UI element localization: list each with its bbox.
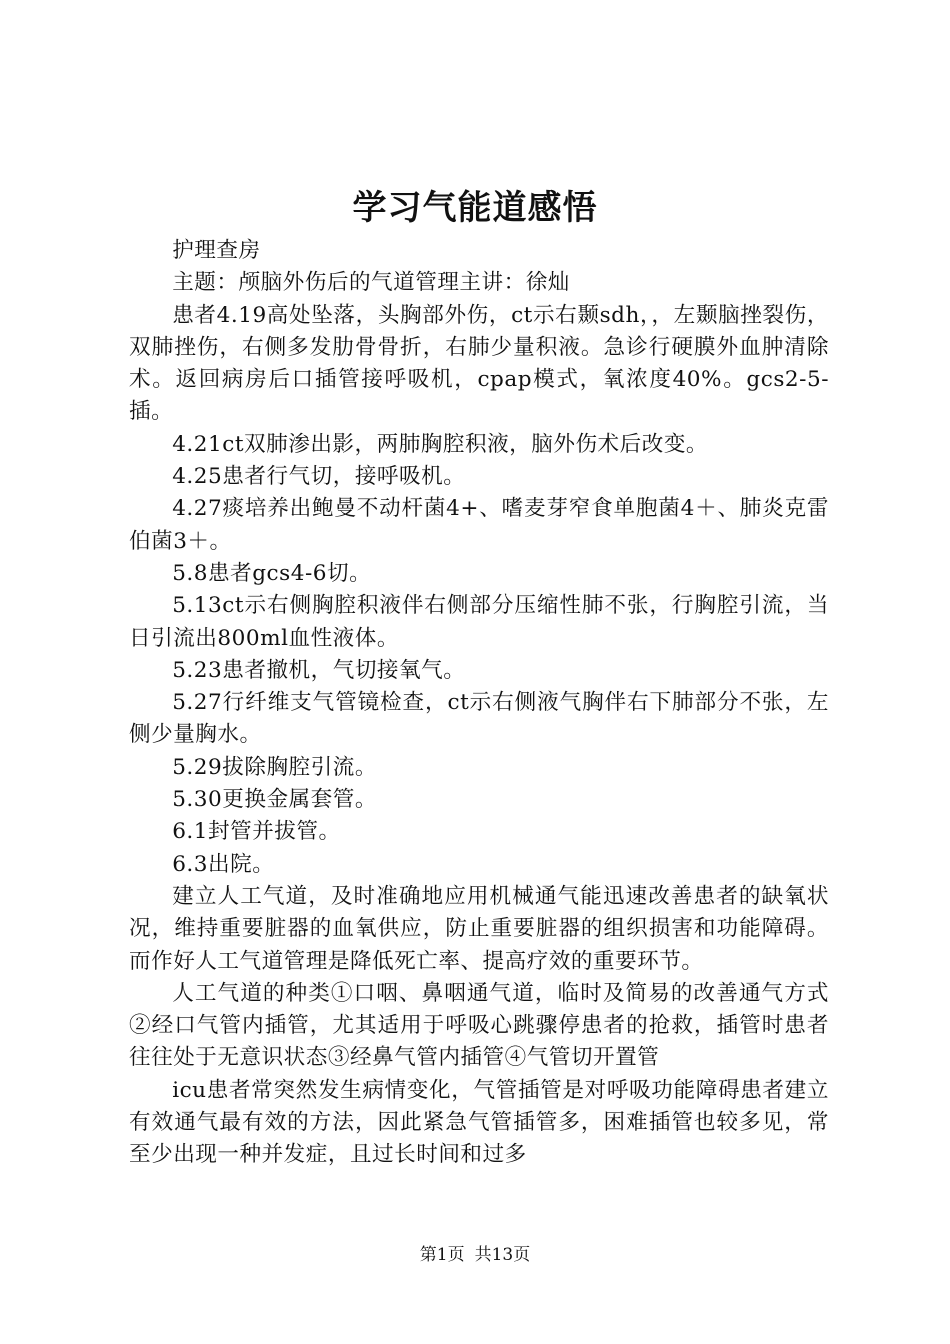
page-total: 共13页 [474,1245,531,1265]
document-title: 学习气能道感悟 [352,188,598,228]
paragraph: 5.29拔除胸腔引流。 [172,754,377,780]
paragraph: 患者4.19高处坠落，头胸部外伤，ct示右颞sdh，，左颞脑挫裂伤，双肺挫伤，右侧多发肋骨骨折，右肺少量积液。急诊行硬膜外血肿清除术。返回病房后口插管接呼吸机，cpap模式，氧浓度40%。gcs2-5-插。 [129,302,829,425]
paragraph: 5.23患者撤机，气切接氧气。 [172,657,466,683]
paragraph: 5.27行纤维支气管镜检查，ct示右侧液气胸伴右下肺部分不张，左侧少量胸水。 [129,690,829,748]
paragraph: 5.8患者gcs4-6切。 [172,560,372,586]
paragraph: 4.21ct双肺渗出影，两肺胸腔积液，脑外伤术后改变。 [172,431,709,457]
page-footer [0,1243,950,1267]
paragraph: 6.3出院。 [172,851,275,877]
paragraph: 4.25患者行气切，接呼吸机。 [172,464,466,490]
paragraph: 4.27痰培养出鲍曼不动杆菌4+、嗜麦芽窄食单胞菌4＋、肺炎克雷伯菌3＋。 [129,496,829,554]
paragraph: 主题：颅脑外伤后的气道管理主讲：徐灿 [172,270,570,296]
paragraph: icu患者常突然发生病情变化，气管插管是对呼吸功能障碍患者建立有效通气最有效的方法，因此紧急气管插管多，困难插管也较多见，常至少出现一种并发症，且过长时间和过多 [129,1077,829,1168]
paragraph: 人工气道的种类①口咽、鼻咽通气道，临时及简易的改善通气方式②经口气管内插管，尤其适用于呼吸心跳骤停患者的抢救，插管时患者往往处于无意识状态③经鼻气管内插管④气管切开置管 [129,980,829,1071]
paragraph: 5.30更换金属套管。 [172,787,377,813]
page-number: 第1页 [419,1245,465,1265]
paragraph: 6.1封管并拔管。 [172,819,341,845]
paragraph: 5.13ct示右侧胸腔积液伴右侧部分压缩性肺不张，行胸腔引流，当日引流出800ml血性液体。 [129,593,829,651]
paragraph: 建立人工气道，及时准确地应用机械通气能迅速改善患者的缺氧状况，维持重要脏器的血氧供应，防止重要脏器的组织损害和功能障碍。而作好人工气道管理是降低死亡率、提高疗效的重要环节。 [129,883,829,974]
document-body [129,235,829,1172]
paragraph: 护理查房 [172,238,261,263]
